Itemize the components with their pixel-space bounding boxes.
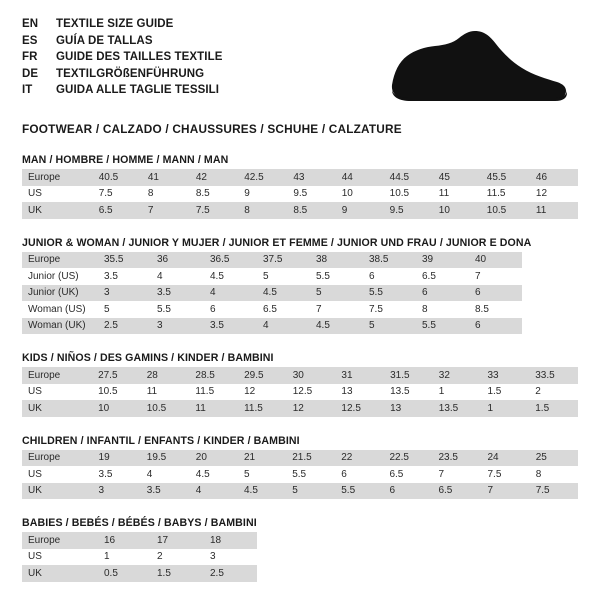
size-cell: 11	[189, 400, 238, 417]
size-cell: 5	[286, 483, 335, 500]
size-cell: 5.5	[335, 483, 383, 500]
table-row	[22, 549, 257, 566]
size-cell: 11.5	[238, 400, 287, 417]
size-cell: 5.5	[151, 301, 204, 318]
size-cell: 44	[336, 169, 384, 186]
size-group	[22, 517, 578, 582]
size-tables	[22, 154, 578, 582]
language-code: DE	[22, 67, 39, 80]
size-group-title: CHILDREN / INFANTIL / ENFANTS / KINDER / BAMBINI	[22, 434, 300, 447]
size-cell: 6.5	[93, 202, 142, 219]
table-row	[22, 483, 578, 500]
language-code: ES	[22, 34, 38, 47]
size-cell: 20	[190, 450, 238, 467]
size-cell: 5	[310, 285, 363, 302]
language-title: GUIDE DES TAILLES TEXTILE	[56, 51, 223, 63]
size-cell: 1.5	[481, 384, 529, 401]
size-cell: 9	[238, 186, 287, 203]
size-group	[22, 154, 578, 219]
size-table	[22, 367, 578, 417]
table-row	[22, 268, 522, 285]
size-cell: 3	[93, 483, 141, 500]
size-cell: 3.5	[204, 318, 257, 335]
language-row	[22, 16, 223, 33]
row-label: UK	[22, 483, 93, 500]
size-cell: 4.5	[204, 268, 257, 285]
size-cell: 13	[335, 384, 384, 401]
size-cell: 35.5	[98, 252, 151, 269]
size-cell: 42.5	[238, 169, 287, 186]
size-cell: 37.5	[257, 252, 310, 269]
size-cell: 8.5	[190, 186, 238, 203]
size-cell: 3	[151, 318, 204, 335]
size-cell: 5	[363, 318, 416, 335]
size-table	[22, 532, 257, 582]
table-row	[22, 301, 522, 318]
size-cell: 3.5	[151, 285, 204, 302]
size-cell: 44.5	[384, 169, 433, 186]
size-table	[22, 252, 522, 335]
language-title: GUÍA DE TALLAS	[56, 34, 153, 47]
size-cell: 21.5	[286, 450, 335, 467]
table-row	[22, 318, 522, 335]
row-label: Junior (UK)	[22, 285, 98, 302]
size-cell: 10	[92, 400, 141, 417]
size-cell: 0.5	[98, 565, 151, 582]
row-label: US	[22, 384, 92, 401]
size-cell: 8	[142, 186, 190, 203]
size-cell: 7.5	[363, 301, 416, 318]
size-cell: 31.5	[384, 367, 433, 384]
language-title: TEXTILE SIZE GUIDE	[56, 18, 174, 30]
size-cell: 3.5	[141, 483, 190, 500]
size-cell: 10	[336, 186, 384, 203]
table-row	[22, 285, 522, 302]
size-cell: 7	[481, 483, 529, 500]
language-row	[22, 49, 223, 66]
size-cell: 5.5	[310, 268, 363, 285]
size-cell: 10	[433, 202, 481, 219]
table-row	[22, 169, 578, 186]
row-label: US	[22, 549, 98, 566]
size-cell: 12	[287, 400, 336, 417]
size-cell: 8.5	[287, 202, 335, 219]
language-title: GUIDA ALLE TAGLIE TESSILI	[56, 84, 220, 96]
size-cell: 6	[416, 285, 469, 302]
language-row	[22, 82, 223, 99]
size-cell: 3.5	[93, 466, 141, 483]
size-cell: 5.5	[416, 318, 469, 335]
dress-shoe-icon	[385, 28, 570, 106]
size-cell: 1.5	[529, 400, 578, 417]
language-code: EN	[22, 18, 39, 30]
size-cell: 7	[469, 268, 522, 285]
size-cell: 6.5	[432, 483, 481, 500]
size-cell: 1.5	[151, 565, 204, 582]
size-cell: 8	[416, 301, 469, 318]
size-cell: 23.5	[432, 450, 481, 467]
size-cell: 45	[433, 169, 481, 186]
size-cell: 2.5	[98, 318, 151, 335]
size-cell: 6.5	[257, 301, 310, 318]
size-cell: 6	[469, 285, 522, 302]
size-group	[22, 352, 578, 417]
size-cell: 11	[141, 384, 190, 401]
row-label: UK	[22, 565, 98, 582]
size-cell: 7.5	[530, 483, 578, 500]
size-cell: 7.5	[190, 202, 238, 219]
size-group	[22, 237, 578, 335]
size-cell: 8	[238, 202, 287, 219]
size-cell: 39	[416, 252, 469, 269]
table-row	[22, 367, 578, 384]
language-title: TEXTILGRÖßENFÜHRUNG	[56, 67, 205, 80]
size-cell: 42	[190, 169, 238, 186]
size-cell: 1	[98, 549, 151, 566]
language-row	[22, 66, 223, 83]
table-row	[22, 384, 578, 401]
size-cell: 2	[151, 549, 204, 566]
language-row	[22, 33, 223, 50]
row-label: US	[22, 466, 93, 483]
size-cell: 7	[142, 202, 190, 219]
size-cell: 4	[257, 318, 310, 335]
row-label: Europe	[22, 450, 93, 467]
size-cell: 7	[432, 466, 481, 483]
size-cell: 12.5	[287, 384, 336, 401]
size-cell: 22	[335, 450, 383, 467]
page-title: FOOTWEAR / CALZADO / CHAUSSURES / SCHUHE / CALZATURE	[22, 122, 402, 136]
size-cell: 40.5	[93, 169, 142, 186]
row-label: UK	[22, 202, 93, 219]
size-cell: 1	[481, 400, 529, 417]
size-cell: 30	[287, 367, 336, 384]
row-label: Europe	[22, 532, 98, 549]
size-cell: 10.5	[384, 186, 433, 203]
row-label: Junior (US)	[22, 268, 98, 285]
size-cell: 8.5	[469, 301, 522, 318]
table-row	[22, 450, 578, 467]
size-cell: 4	[190, 483, 238, 500]
size-cell: 12	[530, 186, 578, 203]
size-cell: 18	[204, 532, 257, 549]
size-cell: 9.5	[287, 186, 335, 203]
size-cell: 4	[141, 466, 190, 483]
size-cell: 21	[238, 450, 286, 467]
size-cell: 29.5	[238, 367, 287, 384]
row-label: Woman (US)	[22, 301, 98, 318]
size-cell: 6	[204, 301, 257, 318]
size-cell: 16	[98, 532, 151, 549]
size-cell: 4	[151, 268, 204, 285]
size-group-title: BABIES / BEBÉS / BÉBÉS / BABYS / BAMBINI	[22, 517, 257, 529]
size-cell: 1	[433, 384, 482, 401]
size-cell: 32	[433, 367, 482, 384]
size-cell: 8	[530, 466, 578, 483]
size-cell: 11.5	[481, 186, 530, 203]
language-title-list	[22, 16, 223, 99]
size-cell: 6	[363, 268, 416, 285]
size-cell: 28	[141, 367, 190, 384]
size-cell: 6.5	[416, 268, 469, 285]
size-cell: 4.5	[238, 483, 286, 500]
size-group-title: KIDS / NIÑOS / DES GAMINS / KINDER / BAMBINI	[22, 352, 274, 364]
size-table	[22, 450, 578, 500]
size-cell: 27.5	[92, 367, 141, 384]
size-cell: 12	[238, 384, 287, 401]
size-cell: 3	[98, 285, 151, 302]
size-cell: 17	[151, 532, 204, 549]
table-row	[22, 186, 578, 203]
size-cell: 22.5	[383, 450, 432, 467]
size-cell: 13.5	[433, 400, 482, 417]
size-cell: 6	[335, 466, 383, 483]
size-cell: 4.5	[257, 285, 310, 302]
size-cell: 5	[257, 268, 310, 285]
size-cell: 13.5	[384, 384, 433, 401]
size-cell: 10.5	[141, 400, 190, 417]
size-cell: 19	[93, 450, 141, 467]
size-cell: 11.5	[189, 384, 238, 401]
size-cell: 2.5	[204, 565, 257, 582]
size-cell: 36.5	[204, 252, 257, 269]
size-cell: 40	[469, 252, 522, 269]
size-cell: 9.5	[384, 202, 433, 219]
size-cell: 3.5	[98, 268, 151, 285]
row-label: Europe	[22, 367, 92, 384]
size-cell: 5.5	[363, 285, 416, 302]
size-cell: 31	[335, 367, 384, 384]
size-cell: 6	[469, 318, 522, 335]
size-cell: 38.5	[363, 252, 416, 269]
size-cell: 7.5	[93, 186, 142, 203]
size-group	[22, 435, 578, 500]
size-cell: 4.5	[310, 318, 363, 335]
size-cell: 33.5	[529, 367, 578, 384]
row-label: Woman (UK)	[22, 318, 98, 335]
size-cell: 19.5	[141, 450, 190, 467]
language-code: IT	[22, 84, 33, 96]
size-cell: 5	[238, 466, 286, 483]
size-cell: 46	[530, 169, 578, 186]
size-cell: 2	[529, 384, 578, 401]
size-table	[22, 169, 578, 219]
size-cell: 12.5	[335, 400, 384, 417]
size-cell: 33	[481, 367, 529, 384]
row-label: Europe	[22, 252, 98, 269]
row-label: US	[22, 186, 93, 203]
table-row	[22, 400, 578, 417]
table-row	[22, 565, 257, 582]
size-cell: 7	[310, 301, 363, 318]
table-row	[22, 202, 578, 219]
size-cell: 4.5	[190, 466, 238, 483]
size-cell: 11	[433, 186, 481, 203]
size-cell: 36	[151, 252, 204, 269]
size-cell: 11	[530, 202, 578, 219]
size-cell: 9	[336, 202, 384, 219]
size-group-title: JUNIOR & WOMAN / JUNIOR Y MUJER / JUNIOR ET FEMME / JUNIOR UND FRAU / JUNIOR E DONA	[22, 236, 532, 249]
size-cell: 10.5	[481, 202, 530, 219]
language-code: FR	[22, 51, 38, 63]
table-row	[22, 466, 578, 483]
size-cell: 10.5	[92, 384, 141, 401]
table-row	[22, 252, 522, 269]
page-header	[22, 16, 578, 106]
size-group-title: MAN / HOMBRE / HOMME / MANN / MAN	[22, 154, 229, 166]
size-cell: 6	[383, 483, 432, 500]
size-cell: 43	[287, 169, 335, 186]
size-cell: 5	[98, 301, 151, 318]
size-cell: 41	[142, 169, 190, 186]
size-cell: 45.5	[481, 169, 530, 186]
size-cell: 38	[310, 252, 363, 269]
size-cell: 24	[481, 450, 529, 467]
table-row	[22, 532, 257, 549]
size-cell: 4	[204, 285, 257, 302]
size-cell: 5.5	[286, 466, 335, 483]
size-cell: 25	[530, 450, 578, 467]
size-cell: 6.5	[383, 466, 432, 483]
size-cell: 28.5	[189, 367, 238, 384]
size-cell: 7.5	[481, 466, 529, 483]
size-cell: 3	[204, 549, 257, 566]
row-label: UK	[22, 400, 92, 417]
row-label: Europe	[22, 169, 93, 186]
size-cell: 13	[384, 400, 433, 417]
